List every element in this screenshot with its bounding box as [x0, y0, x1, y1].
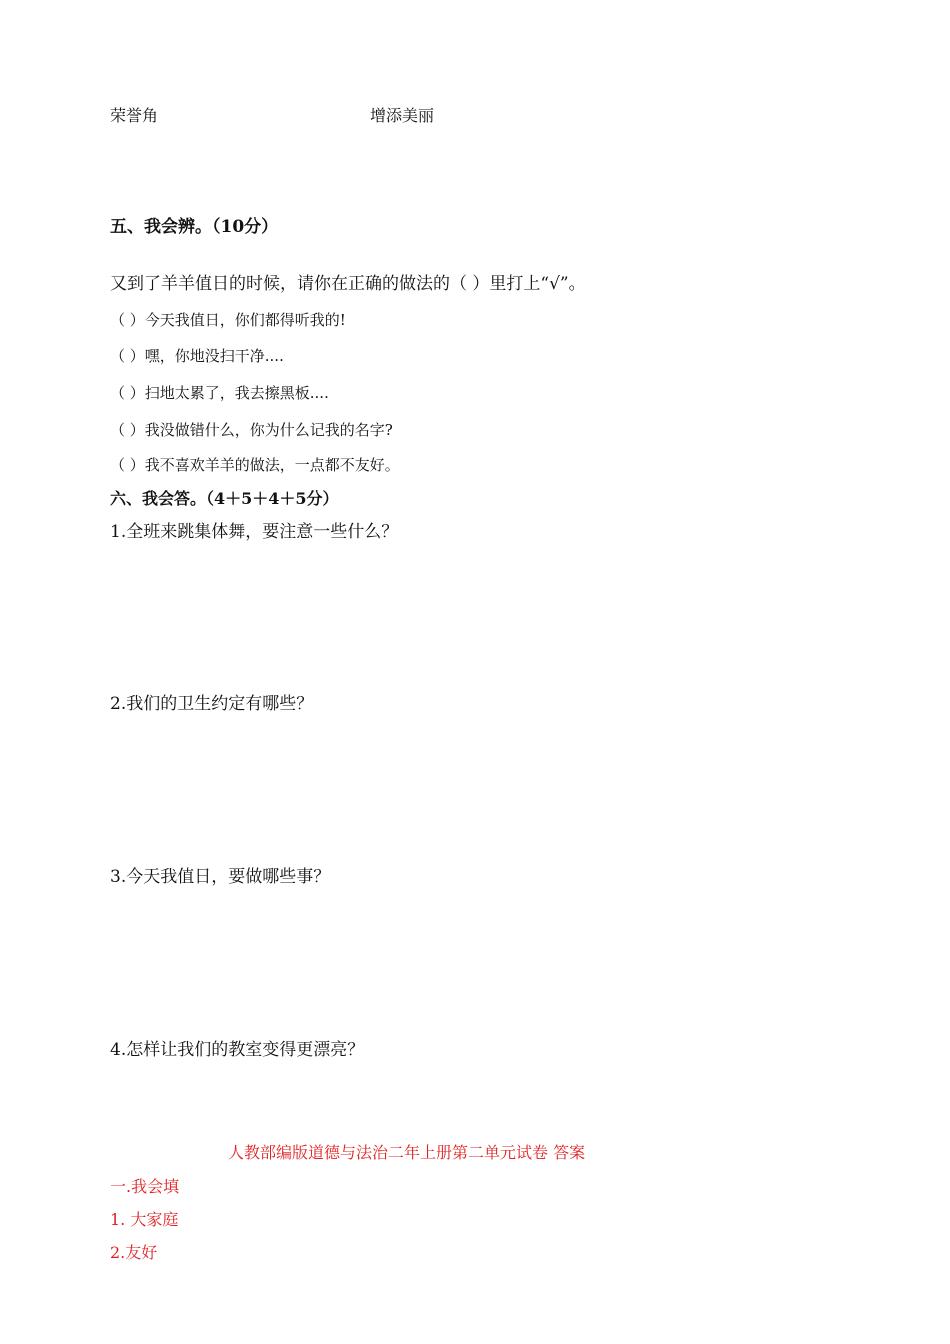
section5-item-1: （ ）今天我值日，你们都得听我的!	[110, 311, 346, 329]
answer-line-1: 1. 大家庭	[110, 1210, 179, 1229]
match-left-term: 荣誉角	[110, 106, 159, 125]
section6-heading: 六、我会答。（4＋5＋4＋5分）	[110, 489, 339, 508]
answer-line-2: 2.友好	[110, 1243, 158, 1262]
question-4: 4.怎样让我们的教室变得更漂亮？	[110, 1040, 365, 1060]
question-3: 3.今天我值日，要做哪些事？	[110, 867, 331, 887]
section5-instruction: 又到了羊羊值日的时候，请你在正确的做法的（ ）里打上“√”。	[110, 274, 586, 294]
question-2: 2.我们的卫生约定有哪些？	[110, 694, 314, 714]
answer-key-title: 人教部编版道德与法治二年上册第二单元试卷 答案	[228, 1143, 586, 1162]
section5-item-3: （ ）扫地太累了，我去擦黑板....	[110, 384, 329, 402]
section5-item-5: （ ）我不喜欢羊羊的做法，一点都不友好。	[110, 456, 400, 474]
match-right-term: 增添美丽	[370, 106, 435, 125]
question-1: 1.全班来跳集体舞，要注意一些什么？	[110, 522, 399, 542]
section5-item-2: （ ）嘿，你地没扫干净....	[110, 347, 284, 365]
answer-section-heading: 一.我会填	[110, 1177, 180, 1196]
section5-heading: 五、我会辨。（10分）	[110, 217, 279, 237]
section5-item-4: （ ）我没做错什么，你为什么记我的名字?	[110, 421, 393, 439]
